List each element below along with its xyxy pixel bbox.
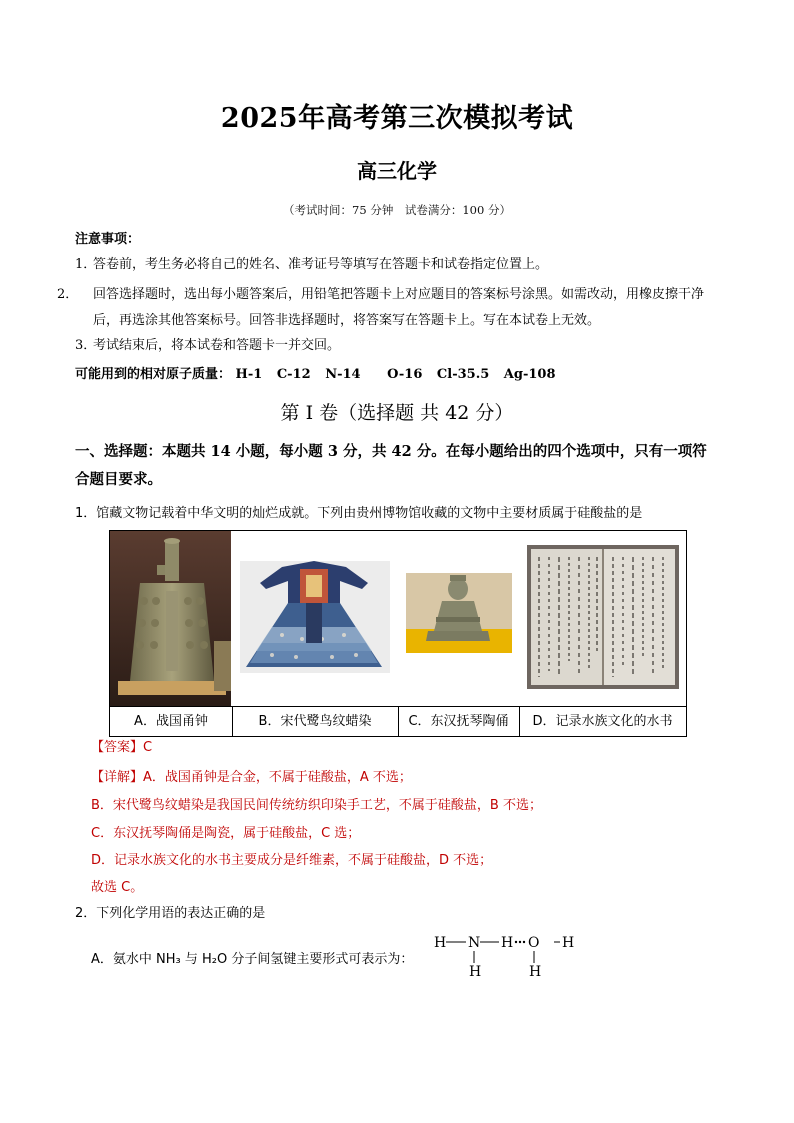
atom-h: H xyxy=(469,964,482,980)
option-d-cell xyxy=(519,531,686,736)
batik-garment-image xyxy=(232,531,398,707)
note-item xyxy=(75,252,725,278)
water-script-book-image xyxy=(519,531,686,707)
exam-subject: 高三化学 xyxy=(357,159,437,183)
atom-h: H xyxy=(434,935,447,951)
answer-text: 【答案】C xyxy=(91,740,153,755)
atomic-mass: O-16 xyxy=(387,367,423,382)
question-2-option-a: A．氨水中 NH₃ 与 H₂O 分子间氢键主要形式可表示为： xyxy=(91,952,414,967)
section-title: 第 I 卷（选择题 共 42 分） xyxy=(280,402,514,424)
artifact-table xyxy=(109,530,687,737)
explanation-line: 【详解】A．战国甬钟是合金，不属于硅酸盐，A 不选； xyxy=(91,770,412,785)
note-text: 答卷前，考生务必将自己的姓名、准考证号等填写在答题卡和试卷指定位置上。 xyxy=(93,257,549,272)
option-c-cell xyxy=(398,531,520,736)
explanation-line: 故选 C。 xyxy=(91,880,144,895)
explanation-line: D．记录水族文化的水书主要成分是纤维素，不属于硅酸盐，D 不选； xyxy=(91,853,493,868)
atomic-mass: Cl-35.5 xyxy=(436,367,490,382)
hydrogen-bond-structure xyxy=(434,930,584,982)
bronze-bell-image xyxy=(110,531,232,707)
option-c-label: C．东汉抚琴陶俑 xyxy=(408,714,509,729)
atom-o: O xyxy=(528,935,540,951)
option-b-label: B．宋代鹭鸟纹蜡染 xyxy=(258,714,372,729)
question-section-intro: 一、选择题：本题共 14 小题，每小题 3 分，共 42 分。在每小题给出的四个选项中，只有一项符合题目要求。 xyxy=(75,443,707,488)
option-d-label: D．记录水族文化的水书 xyxy=(532,714,673,729)
question-1-stem: 1．馆藏文物记载着中华文明的灿烂成就。下列由贵州博物馆收藏的文物中主要材质属于硅酸盐的是 xyxy=(75,506,643,521)
note-text: 考试结束后，将本试卷和答题卡一并交回。 xyxy=(93,338,341,353)
note-number: 3． xyxy=(75,338,97,353)
explanation-line: B．宋代鹭鸟纹蜡染是我国民间传统纺织印染手工艺，不属于硅酸盐，B 不选； xyxy=(91,798,542,813)
atomic-masses xyxy=(75,363,566,382)
option-b-cell xyxy=(232,531,399,736)
notes-heading: 注意事项： xyxy=(75,232,141,247)
note-text: 回答选择题时，选出每小题答案后，用铅笔把答题卡上对应题目的答案标号涂黑。如需改动，用橡皮擦干净后，再选涂其他答案标号。回答非选择题时，将答案写在答题卡上。写在本试卷上无效。 xyxy=(93,287,705,328)
note-item xyxy=(57,282,725,334)
pottery-figurine-image xyxy=(398,531,519,707)
option-a-label: A．战国甬钟 xyxy=(134,714,208,729)
atom-n: N xyxy=(468,935,481,951)
explanation-line: C．东汉抚琴陶俑是陶瓷，属于硅酸盐，C 选； xyxy=(91,826,361,841)
question-2-stem: 2．下列化学用语的表达正确的是 xyxy=(75,906,266,921)
note-number: 2． xyxy=(57,287,79,302)
atom-h: H xyxy=(501,935,514,951)
atom-h: H xyxy=(562,935,575,951)
option-a-cell xyxy=(110,531,233,736)
exam-info: （考试时间：75 分钟 试卷满分：100 分） xyxy=(283,203,511,217)
atomic-mass: C-12 xyxy=(276,367,311,382)
exam-title: 2025年高考第三次模拟考试 xyxy=(220,103,574,134)
atomic-mass: H-1 xyxy=(235,367,263,382)
atom-h: H xyxy=(529,964,542,980)
atomic-masses-label: 可能用到的相对原子质量： xyxy=(75,367,232,382)
atomic-mass: N-14 xyxy=(325,367,361,382)
note-number: 1． xyxy=(75,257,97,272)
atomic-mass: Ag-108 xyxy=(503,367,556,382)
note-item xyxy=(75,333,725,359)
